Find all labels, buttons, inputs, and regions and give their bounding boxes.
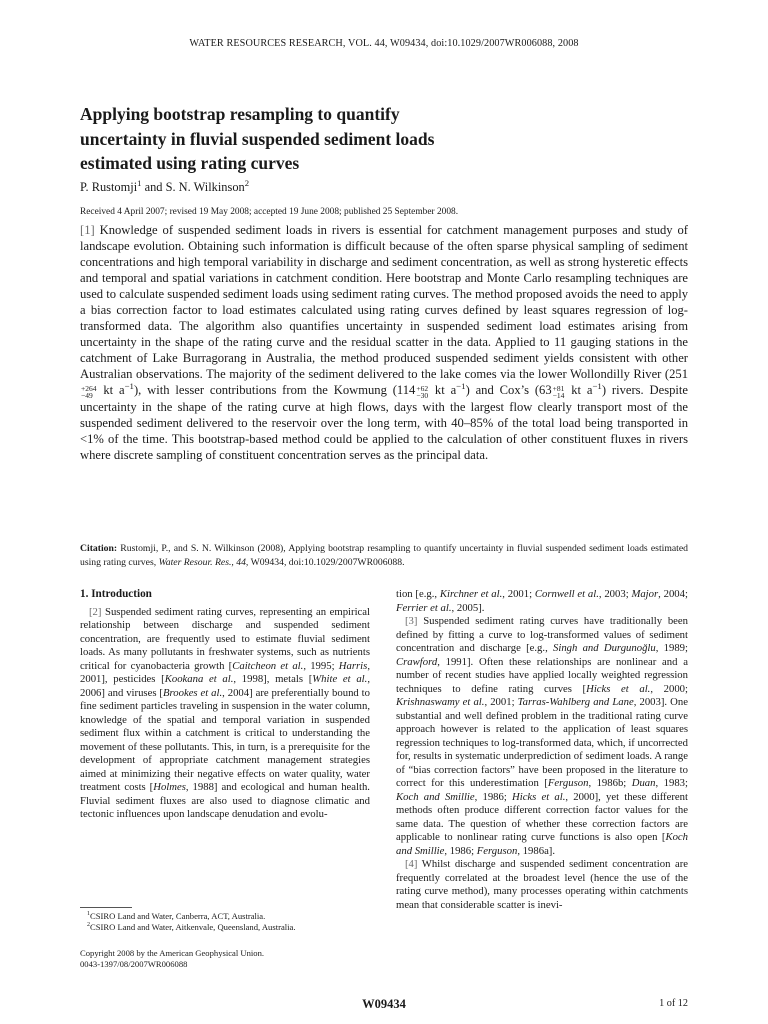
citation-journal: Water Resour. Res., 44, — [158, 556, 249, 568]
abstract-text: Knowledge of suspended sediment loads in rivers is essential for catchment management purposes and study of landscape evolution. Obtaining such information is difficult because of the often sparse physical sampling of sediment concentrations and high temporal variability in discharge and sediment concentration, as well as strong hysteretic effects and temporal and spatial variations in catchment condition. Here bootstrap and Monte Carlo resampling techniques are used to calculate suspended sediment loads using sediment rating curves. The method proposed avoids the need to apply a bias correction factor to load estimates calculated using rating curves defined by least squares regression of log-transformed data. The algorithm also quantifies uncertainty in suspended sediment load estimates arising from uncertainty in the shape of the rating curve and the residual scatter in the data. Applied to 11 gauging stations in the catchment of Lake Burragorang in Australia, the method produced suspended sediment yields consistent with other Australian observations. The majority of the sediment delivered to the lake comes via the lower Wollondilly River (251 — [80, 223, 688, 382]
reference: Kirchner et al. — [439, 588, 503, 600]
reference: Ferguson — [476, 844, 518, 857]
lower-bound: −30 — [416, 390, 429, 400]
body-paragraph: [4] Whilst discharge and suspended sediment concentration are frequently correlated at the broadest level (hence the use of the rating curve method), many processes operating within catchments mean that considerable scatter is inevi- — [396, 858, 688, 911]
affiliation-marker: 2 — [244, 177, 250, 188]
abstract — [80, 222, 688, 463]
publication-dates: Received 4 April 2007; revised 19 May 2008; accepted 19 June 2008; published 25 September 2008. — [80, 207, 459, 217]
right-column — [396, 588, 688, 912]
reference: Krishnaswamy et al. — [396, 696, 485, 708]
author-name: P. Rustomji — [80, 180, 138, 194]
section-heading: 1. Introduction — [80, 588, 152, 600]
reference: Brookes et al. — [162, 686, 223, 699]
document-id: W09434 — [362, 997, 406, 1011]
reference: Tarras-Wahlberg and Lane — [517, 696, 634, 708]
footnote: $^2$CSIRO Land and Water, Aitkenvale, Queensland, Australia. — [87, 922, 296, 932]
uncertainty-bounds — [81, 385, 96, 399]
reference: Ferguson — [547, 777, 589, 789]
abstract-text: ), with lesser contributions from the Kowmung (114 — [133, 383, 416, 398]
footnote-divider — [80, 907, 132, 908]
footnotes — [80, 907, 370, 933]
title-line: Applying bootstrap resampling to quantify — [80, 104, 400, 124]
reference: Holmes — [153, 781, 186, 793]
unit: kt a — [565, 383, 593, 398]
unit-exponent: −1 — [456, 381, 466, 392]
reference: Singh and Durgunoğlu — [553, 642, 656, 654]
author-name: and S. N. Wilkinson — [141, 180, 245, 194]
reference: Major — [631, 588, 659, 600]
reference: Koch and Smillie — [396, 790, 475, 803]
body-paragraph: tion [e.g., Kirchner et al., 2001; Cornwell et al., 2003; Major, 2004; Ferrier et al., 2005]. — [396, 588, 688, 614]
reference: Koch and Smillie — [396, 831, 688, 857]
copyright-line: Copyright 2008 by the American Geophysical Union. — [80, 948, 265, 958]
upper-bound: +81 — [552, 383, 565, 393]
issn-line: 0043-1397/08/2007WR006088 — [80, 959, 188, 969]
citation-label: Citation: — [80, 543, 118, 554]
unit-exponent: −1 — [124, 381, 134, 392]
reference: Ferrier et al. — [396, 601, 452, 614]
unit: kt a — [97, 383, 125, 398]
reference: Hicks et al. — [586, 682, 651, 695]
title-line: uncertainty in fluvial suspended sediment loads — [80, 128, 435, 149]
author-list — [80, 177, 250, 195]
reference: Kookana et al. — [164, 673, 234, 685]
paragraph-number: [4] — [405, 858, 418, 870]
unit-exponent: −1 — [592, 381, 602, 392]
upper-bound: +62 — [416, 383, 429, 393]
footnote: $^1$CSIRO Land and Water, Canberra, ACT, Australia. — [87, 911, 266, 921]
paragraph-number: [3] — [405, 615, 418, 627]
reference: Hicks et al. — [512, 790, 566, 803]
paragraph-number: [1] — [80, 223, 95, 237]
left-column — [80, 588, 370, 822]
paragraph-number: [2] — [89, 605, 102, 618]
reference: Cornwell et al. — [534, 588, 599, 600]
paper-title — [80, 102, 640, 176]
upper-bound: +264 — [81, 383, 97, 393]
lower-bound: −49 — [81, 390, 93, 400]
abstract-text: ) rivers. Despite uncertainty in the shape of the rating curve at high flows, days with the largest flow clearly transport most of the suspended sediment delivered to the reservoir over the long term, with 40–85% of the total load being transported in <1% of the time. This bootstrap-based method could be applied to the calculation of other constituent fluxes in rivers where discrete sampling of constituent concentration serves as the principal data. — [80, 383, 689, 462]
uncertainty-bounds — [416, 385, 428, 399]
citation — [80, 542, 688, 569]
lower-bound: −14 — [552, 390, 565, 400]
reference: Caitcheon et al. — [232, 659, 304, 672]
title-line: estimated using rating curves — [80, 153, 300, 173]
reference: Duan — [631, 777, 656, 789]
uncertainty-bounds — [553, 385, 565, 399]
body-paragraph: [3] Suspended sediment rating curves have traditionally been defined by fitting a curve to log-transformed values of sediment concentration and discharge [e.g., Singh and Durgunoğlu, 1989; Crawford, 1991]. Often these relationships are nonlinear and a number of recent studies have applied locally weighted regression techniques to define rating curves [Hicks et al., 2000; Krishnaswamy et al., 2001; Tarras-Wahlberg and Lane, 2003]. One substantial and well defined problem in the traditional rating curve approach however is related to the application of least squares regression techniques to log-transformed data, which, if uncorrected for, results in systematic underprediction of sediment loads. A range of “bias correction factors” have been proposed in the literature to correct for this underestimation [Ferguson, 1986b; Duan, 1983; Koch and Smillie, 1986; Hicks et al., 2000], yet these different methods often produce different correction factor values for the same data. The question of whether these correction factors are applicable to nonlinear rating curve functions is also open [Koch and Smillie, 1986; Ferguson, 1986a]. — [396, 615, 688, 857]
running-head: WATER RESOURCES RESEARCH, VOL. 44, W09434, doi:10.1029/2007WR006088, 2008 — [189, 38, 579, 49]
abstract-text: ) and Cox’s (63 — [465, 383, 552, 398]
unit: kt a — [429, 383, 457, 398]
reference: White et al. — [312, 673, 368, 685]
citation-text: Rustomji, P., and S. N. Wilkinson (2008), Applying bootstrap resampling to quantify uncertainty in fluvial suspended sediment loads estimated using rating curves, — [80, 543, 688, 568]
copyright — [80, 948, 370, 970]
citation-text: W09434, doi:10.1029/2007WR006088. — [248, 556, 405, 568]
body-paragraph: [2] Suspended sediment rating curves, representing an empirical relationship between discharge and suspended sediment concentration, are frequently used to estimate fluvial sediment loads. As many pollutants in freshwater systems, such as nutrients critical for cyanobacteria growth [Caitcheon et al., 1995; Harris, 2001], pesticides [Kookana et al., 1998], metals [White et al., 2006] and viruses [Brookes et al., 2004] are preferentially bound to fine sediment particles traveling in suspension in the water column, knowledge of the spatial and temporal variation in suspended sediment flux within a catchment is critical to understanding the movement of these pollutants. This, in turn, is a prerequisite for the development of appropriate catchment management strategies aimed at minimizing their negative effects on water quality, water treatment costs [Holmes, 1988] and ecological and human health. Fluvial sediment fluxes are also used to diagnose climatic and tectonic influences upon landscape denudation and evolu- — [80, 605, 370, 820]
affiliation-marker: 1 — [137, 177, 142, 188]
page-number: 1 of 12 — [659, 998, 688, 1009]
reference: Harris — [338, 659, 368, 672]
reference: Crawford — [396, 655, 438, 668]
